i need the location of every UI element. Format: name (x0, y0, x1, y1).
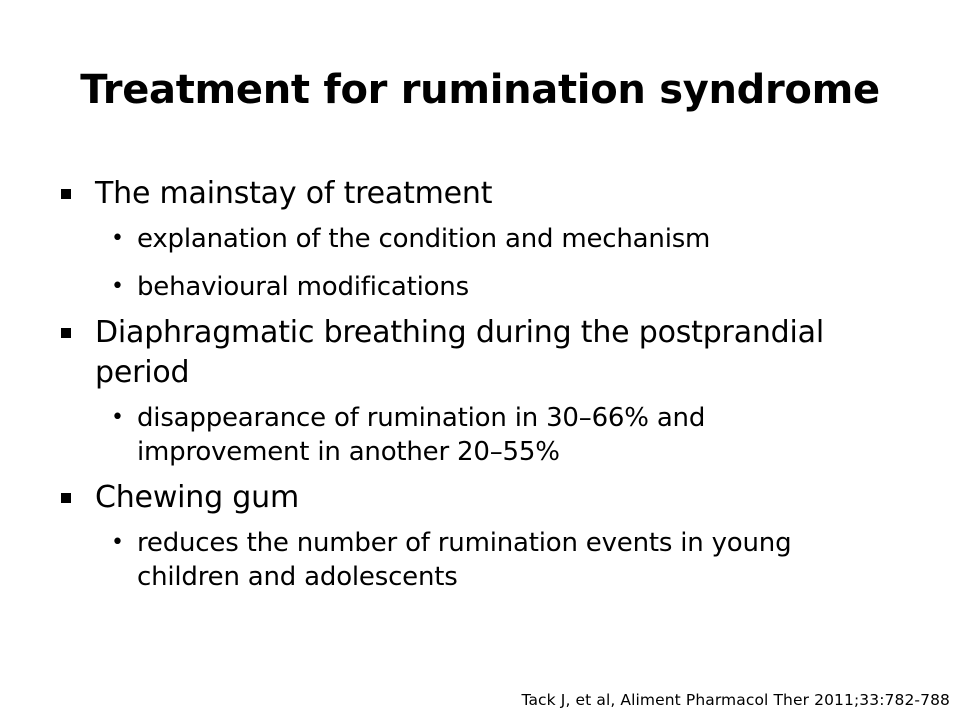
sub-bullet-text: reduces the number of rumination events in young children and adolescents (137, 528, 792, 592)
square-bullet-icon (61, 493, 71, 503)
sub-bullet-item (110, 270, 878, 304)
bullet-text: Diaphragmatic breathing during the postprandial period (95, 315, 824, 390)
sub-bullet-item (110, 401, 878, 469)
square-bullet-icon (61, 328, 71, 338)
dot-bullet-icon: • (111, 530, 124, 555)
citation: Tack J, et al, Aliment Pharmacol Ther 2011;33:782-788 (521, 691, 950, 709)
dot-bullet-icon: • (111, 226, 124, 251)
slide-title: Treatment for rumination syndrome (80, 67, 880, 113)
dot-bullet-icon: • (111, 274, 124, 299)
sub-bullet-text: explanation of the condition and mechanism (137, 224, 711, 254)
bullet-text: Chewing gum (95, 480, 299, 515)
sub-bullet-item (110, 222, 878, 256)
sub-bullet-text: behavioural modifications (137, 272, 469, 302)
bullet-item (58, 313, 878, 393)
sub-bullet-text: disappearance of rumination in 30–66% and improvement in another 20–55% (137, 403, 706, 467)
bullet-item (58, 478, 878, 518)
bullet-list (58, 174, 878, 594)
sub-bullet-item (110, 526, 878, 594)
bullet-text: The mainstay of treatment (95, 176, 493, 211)
square-bullet-icon (61, 189, 71, 199)
bullet-item (58, 174, 878, 214)
dot-bullet-icon: • (111, 405, 124, 430)
